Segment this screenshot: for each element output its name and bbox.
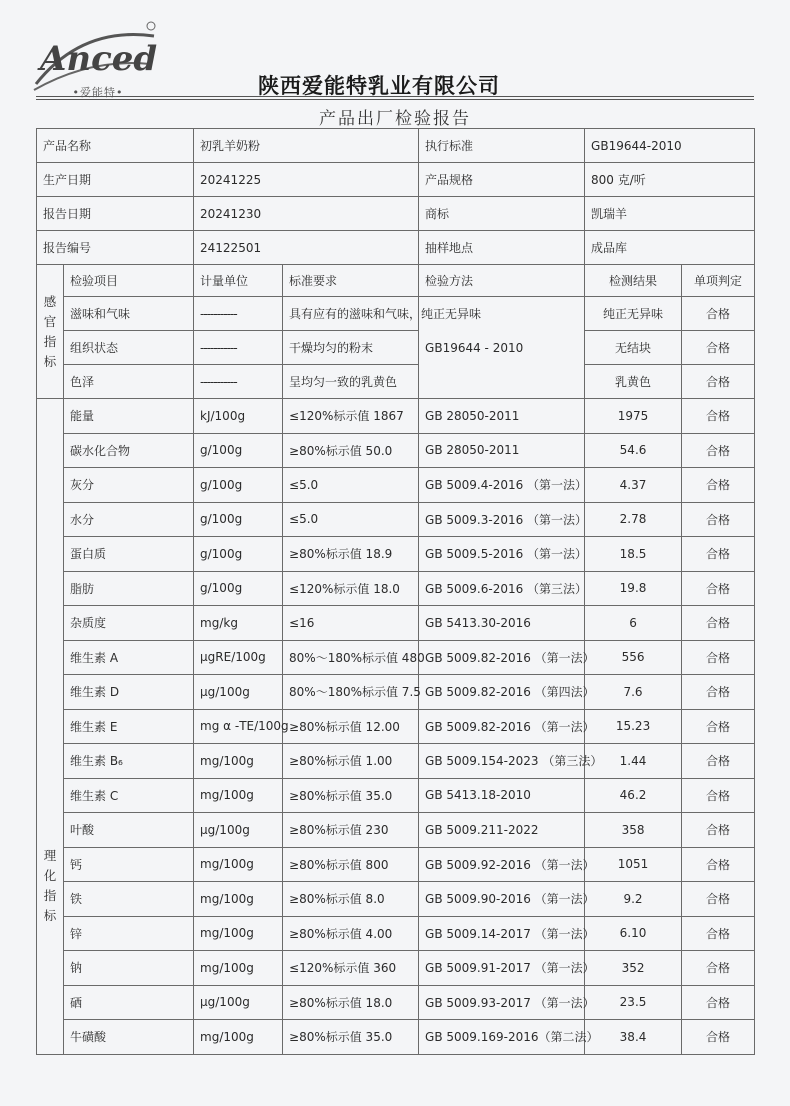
header-judgement: 单项判定 — [682, 265, 755, 297]
item-unit: mg/100g — [194, 916, 283, 951]
item-name: 杂质度 — [64, 606, 194, 641]
physchem-row — [37, 606, 755, 641]
physchem-row — [37, 882, 755, 917]
item-result: 6 — [585, 606, 682, 641]
item-unit: kJ/100g — [194, 399, 283, 434]
physchem-row — [37, 985, 755, 1020]
physchem-row — [37, 847, 755, 882]
item-result: 9.2 — [585, 882, 682, 917]
item-method: GB 28050-2011 — [419, 433, 585, 468]
item-judgement: 合格 — [682, 1020, 755, 1055]
item-method: GB 5413.18-2010 — [419, 778, 585, 813]
item-result: 1975 — [585, 399, 682, 434]
item-result: 无结块 — [585, 331, 682, 365]
item-unit: mg/100g — [194, 951, 283, 986]
item-judgement: 合格 — [682, 297, 755, 331]
item-standard: 80%～180%标示值 480 — [283, 640, 419, 675]
header-standard: 标准要求 — [283, 265, 419, 297]
info-row — [37, 197, 755, 231]
item-name: 灰分 — [64, 468, 194, 503]
item-judgement: 合格 — [682, 468, 755, 503]
info-row — [37, 163, 755, 197]
physchem-row — [37, 951, 755, 986]
item-name: 维生素 E — [64, 709, 194, 744]
item-result: 1.44 — [585, 744, 682, 779]
info-label: 产品名称 — [37, 129, 194, 163]
item-standard: ≥80%标示值 230 — [283, 813, 419, 848]
item-unit: g/100g — [194, 468, 283, 503]
item-name: 维生素 A — [64, 640, 194, 675]
item-method: GB 28050-2011 — [419, 399, 585, 434]
physchem-row — [37, 640, 755, 675]
item-method: GB 5413.30-2016 — [419, 606, 585, 641]
item-judgement: 合格 — [682, 640, 755, 675]
item-method: GB 5009.3-2016 （第一法） — [419, 502, 585, 537]
item-standard: ≥80%标示值 35.0 — [283, 1020, 419, 1055]
item-unit: g/100g — [194, 537, 283, 572]
item-result: 6.10 — [585, 916, 682, 951]
item-standard: ≤5.0 — [283, 468, 419, 503]
item-result: 556 — [585, 640, 682, 675]
item-method: GB 5009.90-2016 （第一法） — [419, 882, 585, 917]
item-unit: mg/100g — [194, 778, 283, 813]
item-method: GB 5009.6-2016 （第三法） — [419, 571, 585, 606]
info-value: 24122501 — [194, 231, 419, 265]
item-name: 色泽 — [64, 365, 194, 399]
item-standard: ≤5.0 — [283, 502, 419, 537]
item-standard: ≥80%标示值 4.00 — [283, 916, 419, 951]
sensory-row — [37, 297, 755, 331]
item-method: GB 5009.92-2016 （第一法） — [419, 847, 585, 882]
item-method: GB 5009.154-2023 （第三法） — [419, 744, 585, 779]
item-method: GB 5009.93-2017 （第一法） — [419, 985, 585, 1020]
info-value: 初乳羊奶粉 — [194, 129, 419, 163]
item-judgement: 合格 — [682, 916, 755, 951]
physchem-row — [37, 433, 755, 468]
item-result: 18.5 — [585, 537, 682, 572]
item-standard: 具有应有的滋味和气味，纯正无异味 — [283, 297, 419, 331]
physchem-row — [37, 744, 755, 779]
item-judgement: 合格 — [682, 813, 755, 848]
item-name: 叶酸 — [64, 813, 194, 848]
info-label: 产品规格 — [419, 163, 585, 197]
item-judgement: 合格 — [682, 399, 755, 434]
item-standard: 呈均匀一致的乳黄色 — [283, 365, 419, 399]
sensory-method: GB19644 - 2010 — [419, 297, 585, 399]
group-label-sensory: 感 官 指 标 — [37, 265, 64, 399]
info-value: 成品库 — [585, 231, 755, 265]
item-result: 1051 — [585, 847, 682, 882]
item-result: 15.23 — [585, 709, 682, 744]
item-judgement: 合格 — [682, 571, 755, 606]
item-standard: ≥80%标示值 1.00 — [283, 744, 419, 779]
header-item: 检验项目 — [64, 265, 194, 297]
item-name: 脂肪 — [64, 571, 194, 606]
company-name: 陕西爱能特乳业有限公司 — [258, 74, 500, 98]
item-result: 乳黄色 — [585, 365, 682, 399]
item-unit: ----------- — [194, 365, 283, 399]
report-title: 产品出厂检验报告 — [319, 109, 471, 129]
info-label: 报告编号 — [37, 231, 194, 265]
physchem-row — [37, 778, 755, 813]
item-result: 38.4 — [585, 1020, 682, 1055]
item-unit: μg/100g — [194, 675, 283, 710]
item-method: GB 5009.211-2022 — [419, 813, 585, 848]
info-value: 20241225 — [194, 163, 419, 197]
physchem-row — [37, 571, 755, 606]
item-standard: ≥80%标示值 800 — [283, 847, 419, 882]
item-result: 54.6 — [585, 433, 682, 468]
item-name: 蛋白质 — [64, 537, 194, 572]
item-unit: g/100g — [194, 571, 283, 606]
item-standard: ≥80%标示值 8.0 — [283, 882, 419, 917]
item-unit: ----------- — [194, 297, 283, 331]
item-name: 硒 — [64, 985, 194, 1020]
physchem-row — [37, 709, 755, 744]
info-value: GB19644-2010 — [585, 129, 755, 163]
info-value: 800 克/听 — [585, 163, 755, 197]
physchem-row — [37, 675, 755, 710]
item-judgement: 合格 — [682, 675, 755, 710]
item-name: 维生素 B₆ — [64, 744, 194, 779]
item-unit: g/100g — [194, 433, 283, 468]
logo-subtitle: •爱能特• — [72, 86, 124, 99]
item-standard: ≥80%标示值 50.0 — [283, 433, 419, 468]
physchem-row — [37, 813, 755, 848]
item-unit: mg α -TE/100g — [194, 709, 283, 744]
item-unit: g/100g — [194, 502, 283, 537]
item-standard: ≥80%标示值 35.0 — [283, 778, 419, 813]
item-name: 组织状态 — [64, 331, 194, 365]
item-judgement: 合格 — [682, 537, 755, 572]
item-judgement: 合格 — [682, 882, 755, 917]
physchem-row — [37, 1020, 755, 1055]
item-result: 纯正无异味 — [585, 297, 682, 331]
item-name: 维生素 D — [64, 675, 194, 710]
item-method: GB 5009.82-2016 （第一法） — [419, 640, 585, 675]
item-result: 19.8 — [585, 571, 682, 606]
item-name: 能量 — [64, 399, 194, 434]
item-judgement: 合格 — [682, 709, 755, 744]
item-unit: mg/100g — [194, 744, 283, 779]
info-value: 20241230 — [194, 197, 419, 231]
sensory-row — [37, 331, 755, 365]
header-rule-bottom — [36, 99, 754, 100]
item-judgement: 合格 — [682, 985, 755, 1020]
header-method: 检验方法 — [419, 265, 585, 297]
item-method: GB 5009.82-2016 （第一法） — [419, 709, 585, 744]
item-judgement: 合格 — [682, 744, 755, 779]
info-label: 生产日期 — [37, 163, 194, 197]
item-name: 铁 — [64, 882, 194, 917]
group-label-physchem: 理 化 指 标 — [37, 399, 64, 1055]
item-standard: 干燥均匀的粉末 — [283, 331, 419, 365]
physchem-row — [37, 537, 755, 572]
item-judgement: 合格 — [682, 951, 755, 986]
item-result: 4.37 — [585, 468, 682, 503]
item-judgement: 合格 — [682, 502, 755, 537]
item-judgement: 合格 — [682, 365, 755, 399]
info-label: 报告日期 — [37, 197, 194, 231]
item-name: 滋味和气味 — [64, 297, 194, 331]
item-result: 352 — [585, 951, 682, 986]
info-label: 执行标准 — [419, 129, 585, 163]
item-unit: μg/100g — [194, 813, 283, 848]
item-name: 钙 — [64, 847, 194, 882]
item-standard: ≥80%标示值 18.0 — [283, 985, 419, 1020]
item-judgement: 合格 — [682, 847, 755, 882]
item-unit: μg/100g — [194, 985, 283, 1020]
info-row — [37, 129, 755, 163]
item-method: GB 5009.91-2017 （第一法） — [419, 951, 585, 986]
item-name: 钠 — [64, 951, 194, 986]
item-unit: mg/kg — [194, 606, 283, 641]
item-standard: ≥80%标示值 12.00 — [283, 709, 419, 744]
header-rule-top — [36, 96, 754, 97]
item-judgement: 合格 — [682, 433, 755, 468]
item-result: 7.6 — [585, 675, 682, 710]
item-judgement: 合格 — [682, 331, 755, 365]
inspection-report-table — [36, 128, 755, 1055]
item-name: 锌 — [64, 916, 194, 951]
item-standard: ≥80%标示值 18.9 — [283, 537, 419, 572]
physchem-row — [37, 468, 755, 503]
item-unit: mg/100g — [194, 1020, 283, 1055]
info-value: 凯瑞羊 — [585, 197, 755, 231]
item-result: 23.5 — [585, 985, 682, 1020]
item-name: 碳水化合物 — [64, 433, 194, 468]
item-method: GB 5009.14-2017 （第一法） — [419, 916, 585, 951]
item-judgement: 合格 — [682, 778, 755, 813]
item-standard: ≤120%标示值 360 — [283, 951, 419, 986]
item-unit: μgRE/100g — [194, 640, 283, 675]
physchem-row — [37, 502, 755, 537]
info-row — [37, 231, 755, 265]
header-result: 检测结果 — [585, 265, 682, 297]
item-unit: ----------- — [194, 331, 283, 365]
sensory-row — [37, 365, 755, 399]
info-label: 抽样地点 — [419, 231, 585, 265]
item-method: GB 5009.169-2016（第二法） — [419, 1020, 585, 1055]
item-method: GB 5009.4-2016 （第一法） — [419, 468, 585, 503]
item-method: GB 5009.82-2016 （第四法） — [419, 675, 585, 710]
physchem-row — [37, 916, 755, 951]
item-standard: ≤16 — [283, 606, 419, 641]
item-standard: ≤120%标示值 18.0 — [283, 571, 419, 606]
header-unit: 计量单位 — [194, 265, 283, 297]
item-unit: mg/100g — [194, 882, 283, 917]
column-header-row — [37, 265, 755, 297]
item-standard: 80%～180%标示值 7.5 — [283, 675, 419, 710]
item-result: 46.2 — [585, 778, 682, 813]
item-unit: mg/100g — [194, 847, 283, 882]
item-method: GB 5009.5-2016 （第一法） — [419, 537, 585, 572]
physchem-row — [37, 399, 755, 434]
info-label: 商标 — [419, 197, 585, 231]
item-name: 牛磺酸 — [64, 1020, 194, 1055]
item-name: 维生素 C — [64, 778, 194, 813]
item-result: 2.78 — [585, 502, 682, 537]
item-name: 水分 — [64, 502, 194, 537]
item-judgement: 合格 — [682, 606, 755, 641]
item-standard: ≤120%标示值 1867 — [283, 399, 419, 434]
item-result: 358 — [585, 813, 682, 848]
logo-wordmark: Anced — [40, 39, 158, 79]
